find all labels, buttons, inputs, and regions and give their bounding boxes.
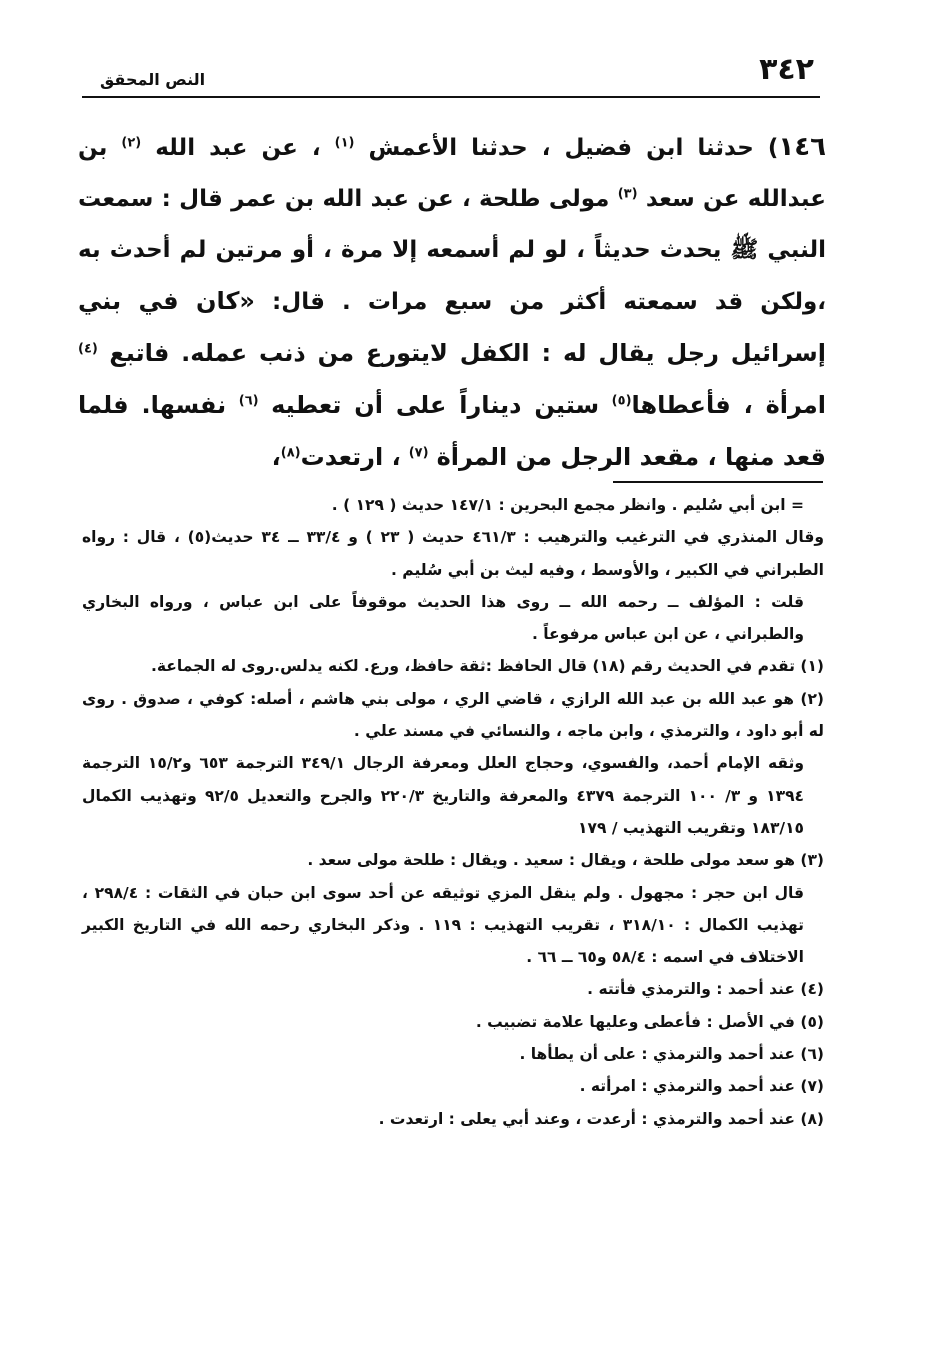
footnote-1: (١) تقدم في الحديث رقم (١٨) قال الحافظ :ثقة حافظ، ورع. لكنه يدلس.روى له الجماعة. — [151, 657, 824, 676]
isnad-text: ) حدثنا ابن فضيل ، حدثنا الأعمش — [368, 135, 779, 161]
footnote-3: (٣) هو سعد مولى طلحة ، ويقال : سعيد . ويقال : طلحة مولى سعد . — [307, 851, 824, 870]
footnote-separator — [613, 481, 823, 483]
page-header — [82, 52, 820, 98]
hadith-number: ١٤٦ — [778, 132, 826, 162]
footnote-continuation: قلت : المؤلف ــ رحمه الله ــ روى هذا الحديث موقوفاً على ابن عباس ، ورواه البخاري والطبراني ، عن ابن عباس مرفوعاً . — [82, 592, 804, 644]
footnote-2: (٢) هو عبد الله بن عبد الله الرازي ، قاضي الري ، مولى بني هاشم ، أصله: كوفي ، صدوق . روى له أبو داود ، والترمذي ، وابن ماجه ، والنسائي في مسند علي . — [82, 689, 824, 741]
footnote-continuation: = ابن أبي سُليم . وانظر مجمع البحرين : ١٤٧/١ حديث ( ١٢٩ ) . — [331, 496, 804, 514]
footnote-4: (٤) عند أحمد : والترمذي فأتته . — [587, 980, 824, 999]
footnote-8: (٨) عند أحمد والترمذي : أرعدت ، وعند أبي يعلى : ارتعدت . — [378, 1109, 824, 1128]
isnad-text: مولى طلحة ، عن عبد الله بن عمر قال : سمعت النبي ﷺ يحدث حديثاً ، لو لم أسمعه إلا مرة ، أو مرتين لم أحدث به ،ولكن قد سمعته أكثر من سبع مرات . قال: — [78, 186, 826, 315]
footnote-ref: (٧) — [408, 445, 429, 461]
footnote-6: (٦) عند أحمد والترمذي : على أن يطأها . — [519, 1045, 824, 1064]
footnote-3-continuation: قال ابن حجر : مجهول . ولم ينقل المزي توثيقه عن أحد سوى ابن حبان في الثقات : ٢٩٨/٤ ، تهذيب الكمال : ٣١٨/١٠ ، تقريب التهذيب : ١١٩ . وذكر البخاري رحمه الله في التاريخ الكبير الاختلاف في اسمه : ٥٨/٤ و٦٥ ــ ٦٦ . — [82, 883, 804, 967]
isnad-text: بن عبدالله عن سعد — [78, 135, 826, 212]
page-number: ٣٤٢ — [759, 52, 814, 87]
footnote-ref: (٤) — [78, 341, 98, 357]
matn-text: ، — [271, 443, 281, 471]
footnote-2-continuation: وثقه الإمام أحمد، والفسوي، وحجاج العلل ومعرفة الرجال ٣٤٩/١ الترجمة ٦٥٣ و١٥/٢ الترجمة ١٣٩٤ و ٣/ ١٠٠ الترجمة ٤٣٧٩ والمعرفة والتاريخ ٢٢٠/٣ والجرح والتعديل ٩٢/٥ وتهذيب الكمال ١٨٣/١٥ وتقريب التهذيب / ١٧٩ — [82, 754, 804, 837]
matn-text: نفسها. فلما قعد منها ، مقعد الرجل من المرأة — [78, 391, 826, 471]
footnote-5: (٥) في الأصل : فأعطى وعليها علامة تضبيب . — [475, 1012, 824, 1031]
footnote-ref: (٨) — [280, 445, 301, 461]
matn-text: ستين ديناراً على أن تعطيه — [271, 391, 600, 419]
matn-text: «كان في بني إسرائيل رجل يقال له : الكفل لايتورع من ذنب عمله. فاتبع — [78, 287, 826, 367]
footnote-ref: (٥) — [611, 393, 632, 409]
footnote-continuation: وقال المنذري في الترغيب والترهيب : ٤٦١/٣ حديث ( ٢٣ ) و ٣٣/٤ ــ ٣٤ حديث(٥) ، قال : رواه الطبراني في الكبير ، والأوسط ، وفيه ليث بن أبي سُليم . — [82, 528, 824, 579]
footnotes — [82, 489, 824, 1135]
matn-text: ، ارتعدت — [300, 443, 401, 471]
footnote-7: (٧) عند أحمد والترمذي : امرأته . — [579, 1077, 824, 1096]
footnote-ref: (٣) — [617, 186, 638, 202]
isnad-text: ، عن عبد الله — [155, 135, 321, 161]
footnote-ref: (٦) — [238, 393, 259, 409]
matn-text: امرأة ، فأعطاها — [631, 391, 826, 419]
footnote-ref: (٢) — [121, 135, 142, 151]
running-title: النص المحقق — [100, 70, 206, 89]
footnote-ref: (١) — [334, 135, 355, 151]
hadith-text — [78, 122, 826, 484]
